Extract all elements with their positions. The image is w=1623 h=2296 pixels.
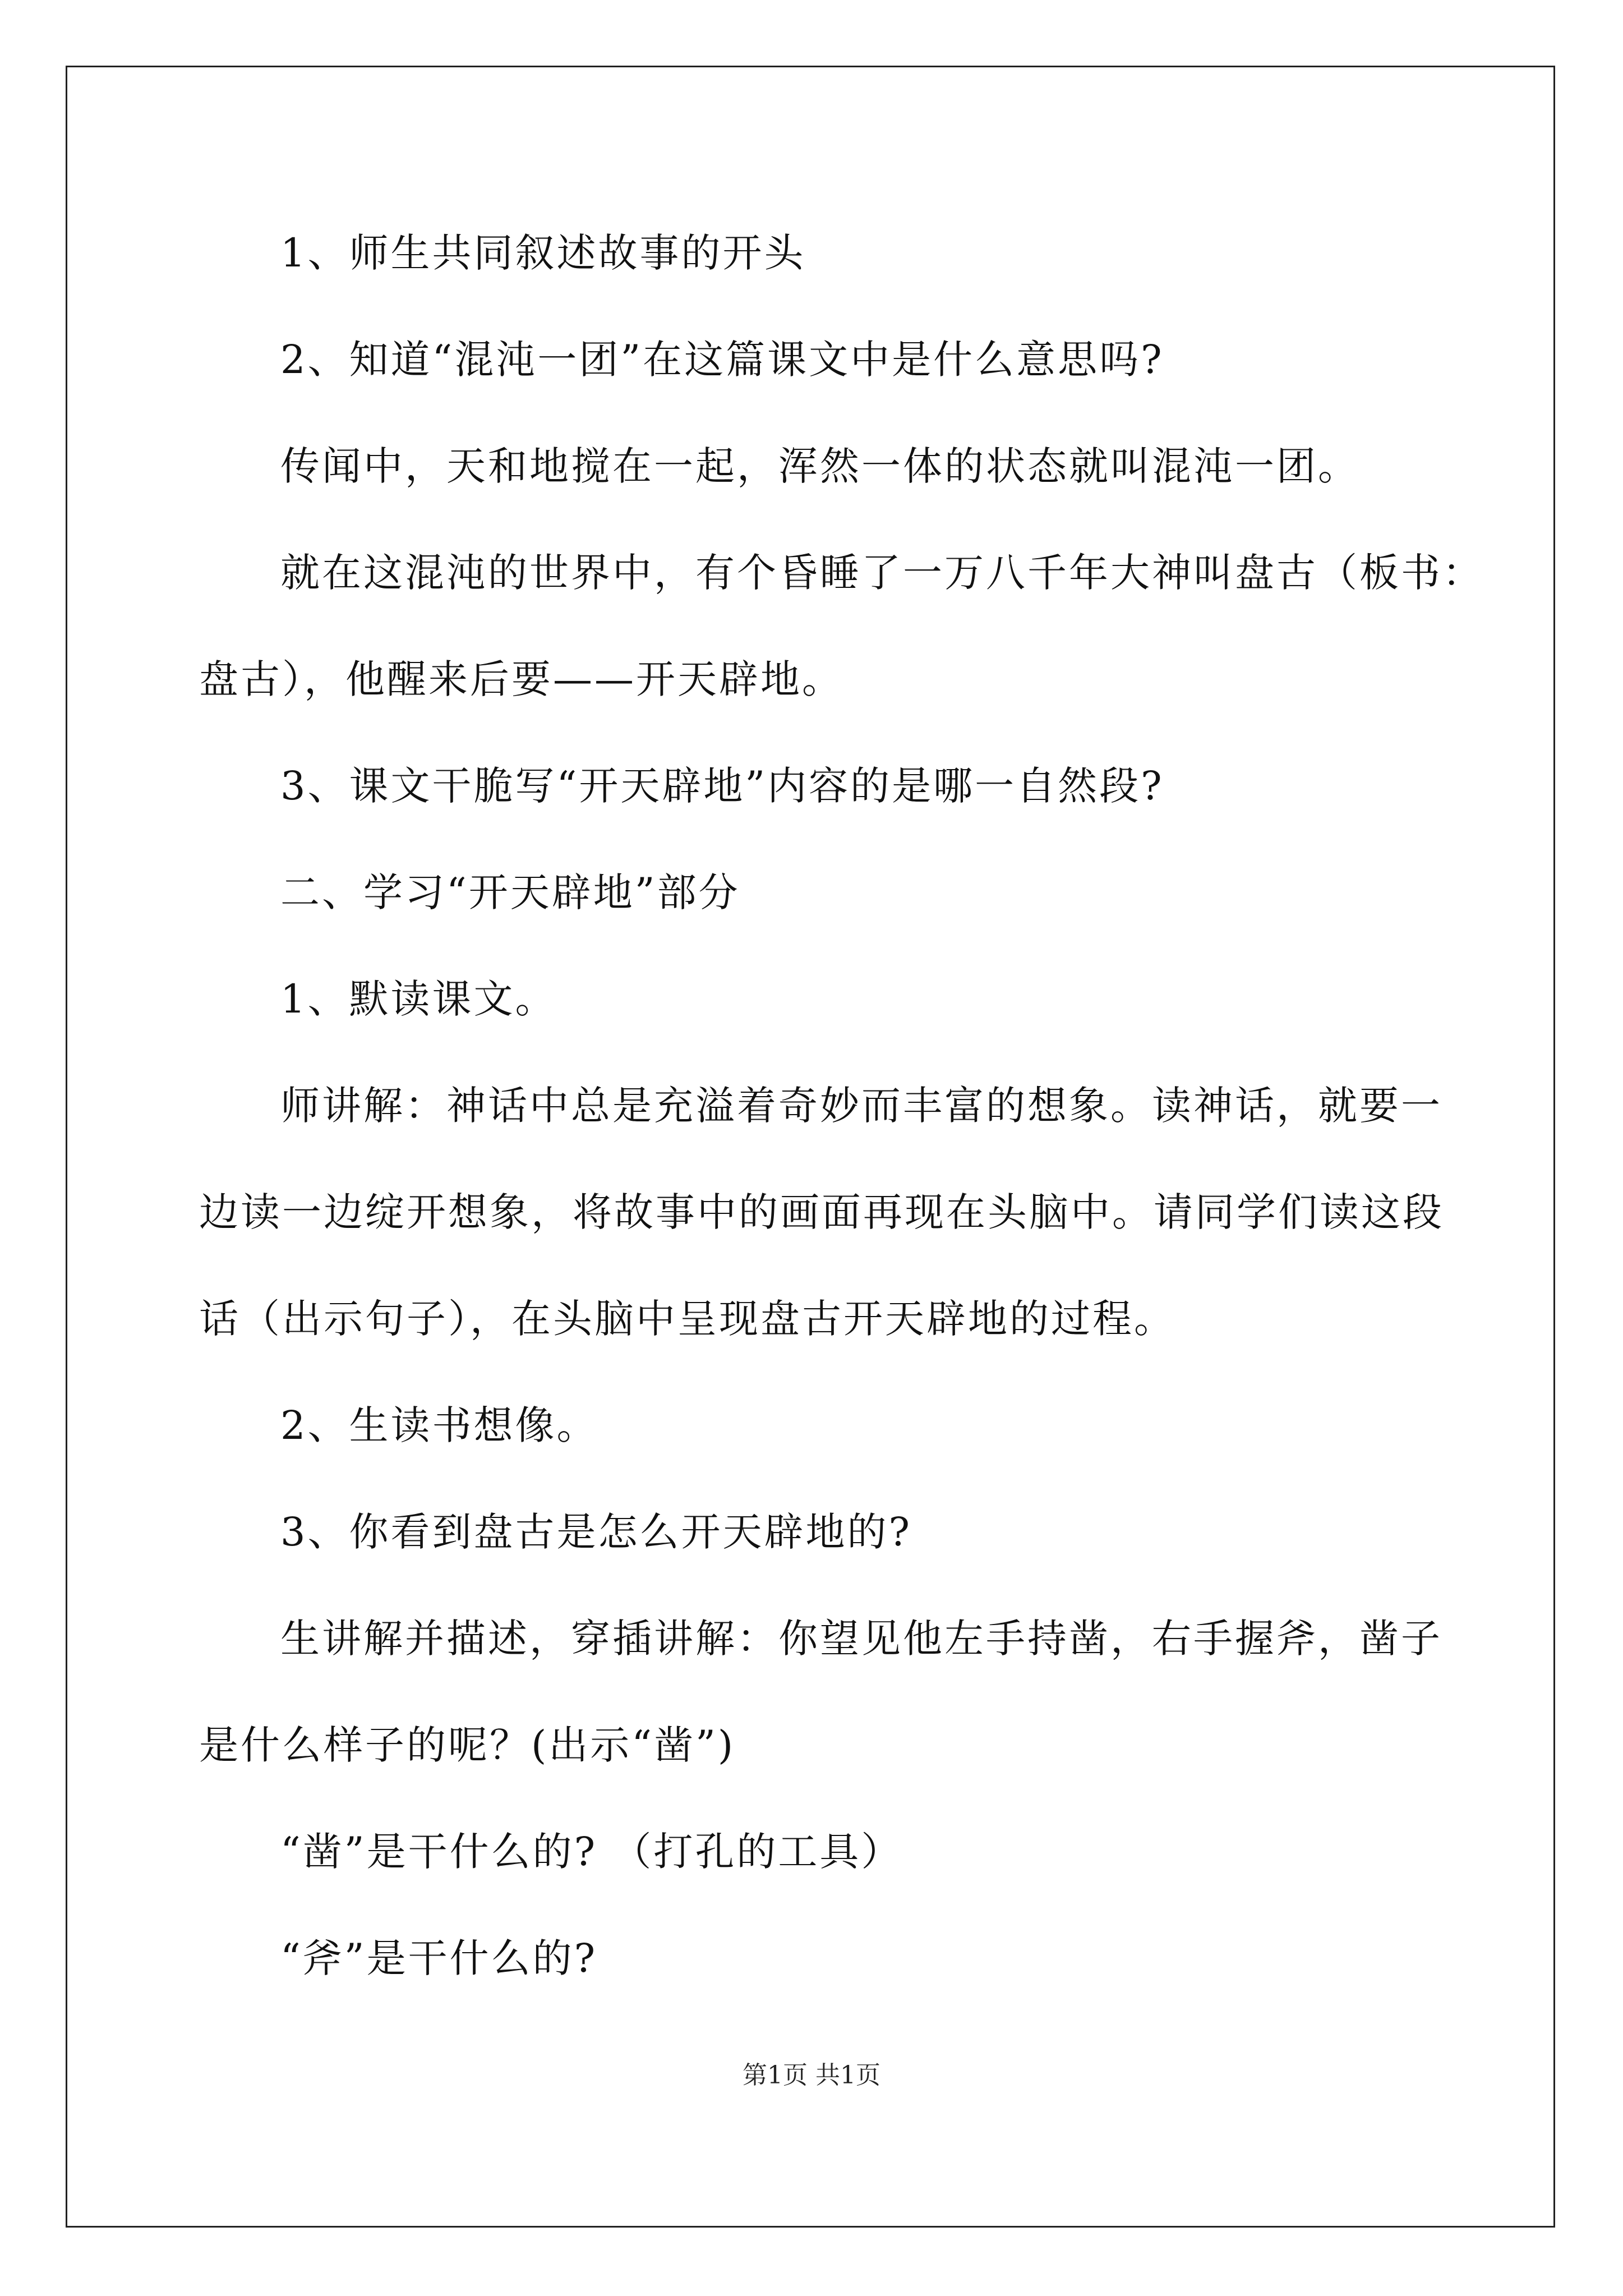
paragraph: “凿”是干什么的? （打孔的工具） — [280, 1829, 903, 1875]
paragraph: 边读一边绽开想象，将故事中的画面再现在头脑中。请同学们读这段 — [199, 1189, 1444, 1235]
page-footer: 第1页 共1页 — [743, 2061, 880, 2090]
paragraph: 二、学习“开天辟地”部分 — [280, 869, 740, 915]
paragraph: 1、默读课文。 — [280, 976, 557, 1022]
paragraph: “斧”是干什么的? — [280, 1935, 598, 1981]
paragraph: 师讲解：神话中总是充溢着奇妙而丰富的想象。读神话，就要一 — [280, 1083, 1442, 1129]
paragraph: 盘古），他醒来后要——开天辟地。 — [199, 656, 843, 702]
paragraph: 1、师生共同叙述故事的开头 — [280, 230, 806, 276]
paragraph: 2、知道“混沌一团”在这篇课文中是什么意思吗? — [280, 337, 1164, 383]
paragraph: 生讲解并描述，穿插讲解：你望见他左手持凿，右手握斧，凿子 — [280, 1616, 1442, 1662]
paragraph: 话（出示句子），在头脑中呈现盘古开天辟地的过程。 — [199, 1296, 1175, 1342]
paragraph: 就在这混沌的世界中，有个昏睡了一万八千年大神叫盘古（板书： — [280, 550, 1484, 596]
paragraph: 3、你看到盘古是怎么开天辟地的? — [280, 1509, 912, 1555]
paragraph: 传闻中，天和地搅在一起，浑然一体的状态就叫混沌一团。 — [280, 443, 1359, 489]
paragraph: 是什么样子的呢？(出示“凿”) — [199, 1722, 736, 1768]
paragraph: 2、生读书想像。 — [280, 1402, 598, 1448]
paragraph: 3、课文干脆写“开天辟地”内容的是哪一自然段? — [280, 763, 1164, 809]
